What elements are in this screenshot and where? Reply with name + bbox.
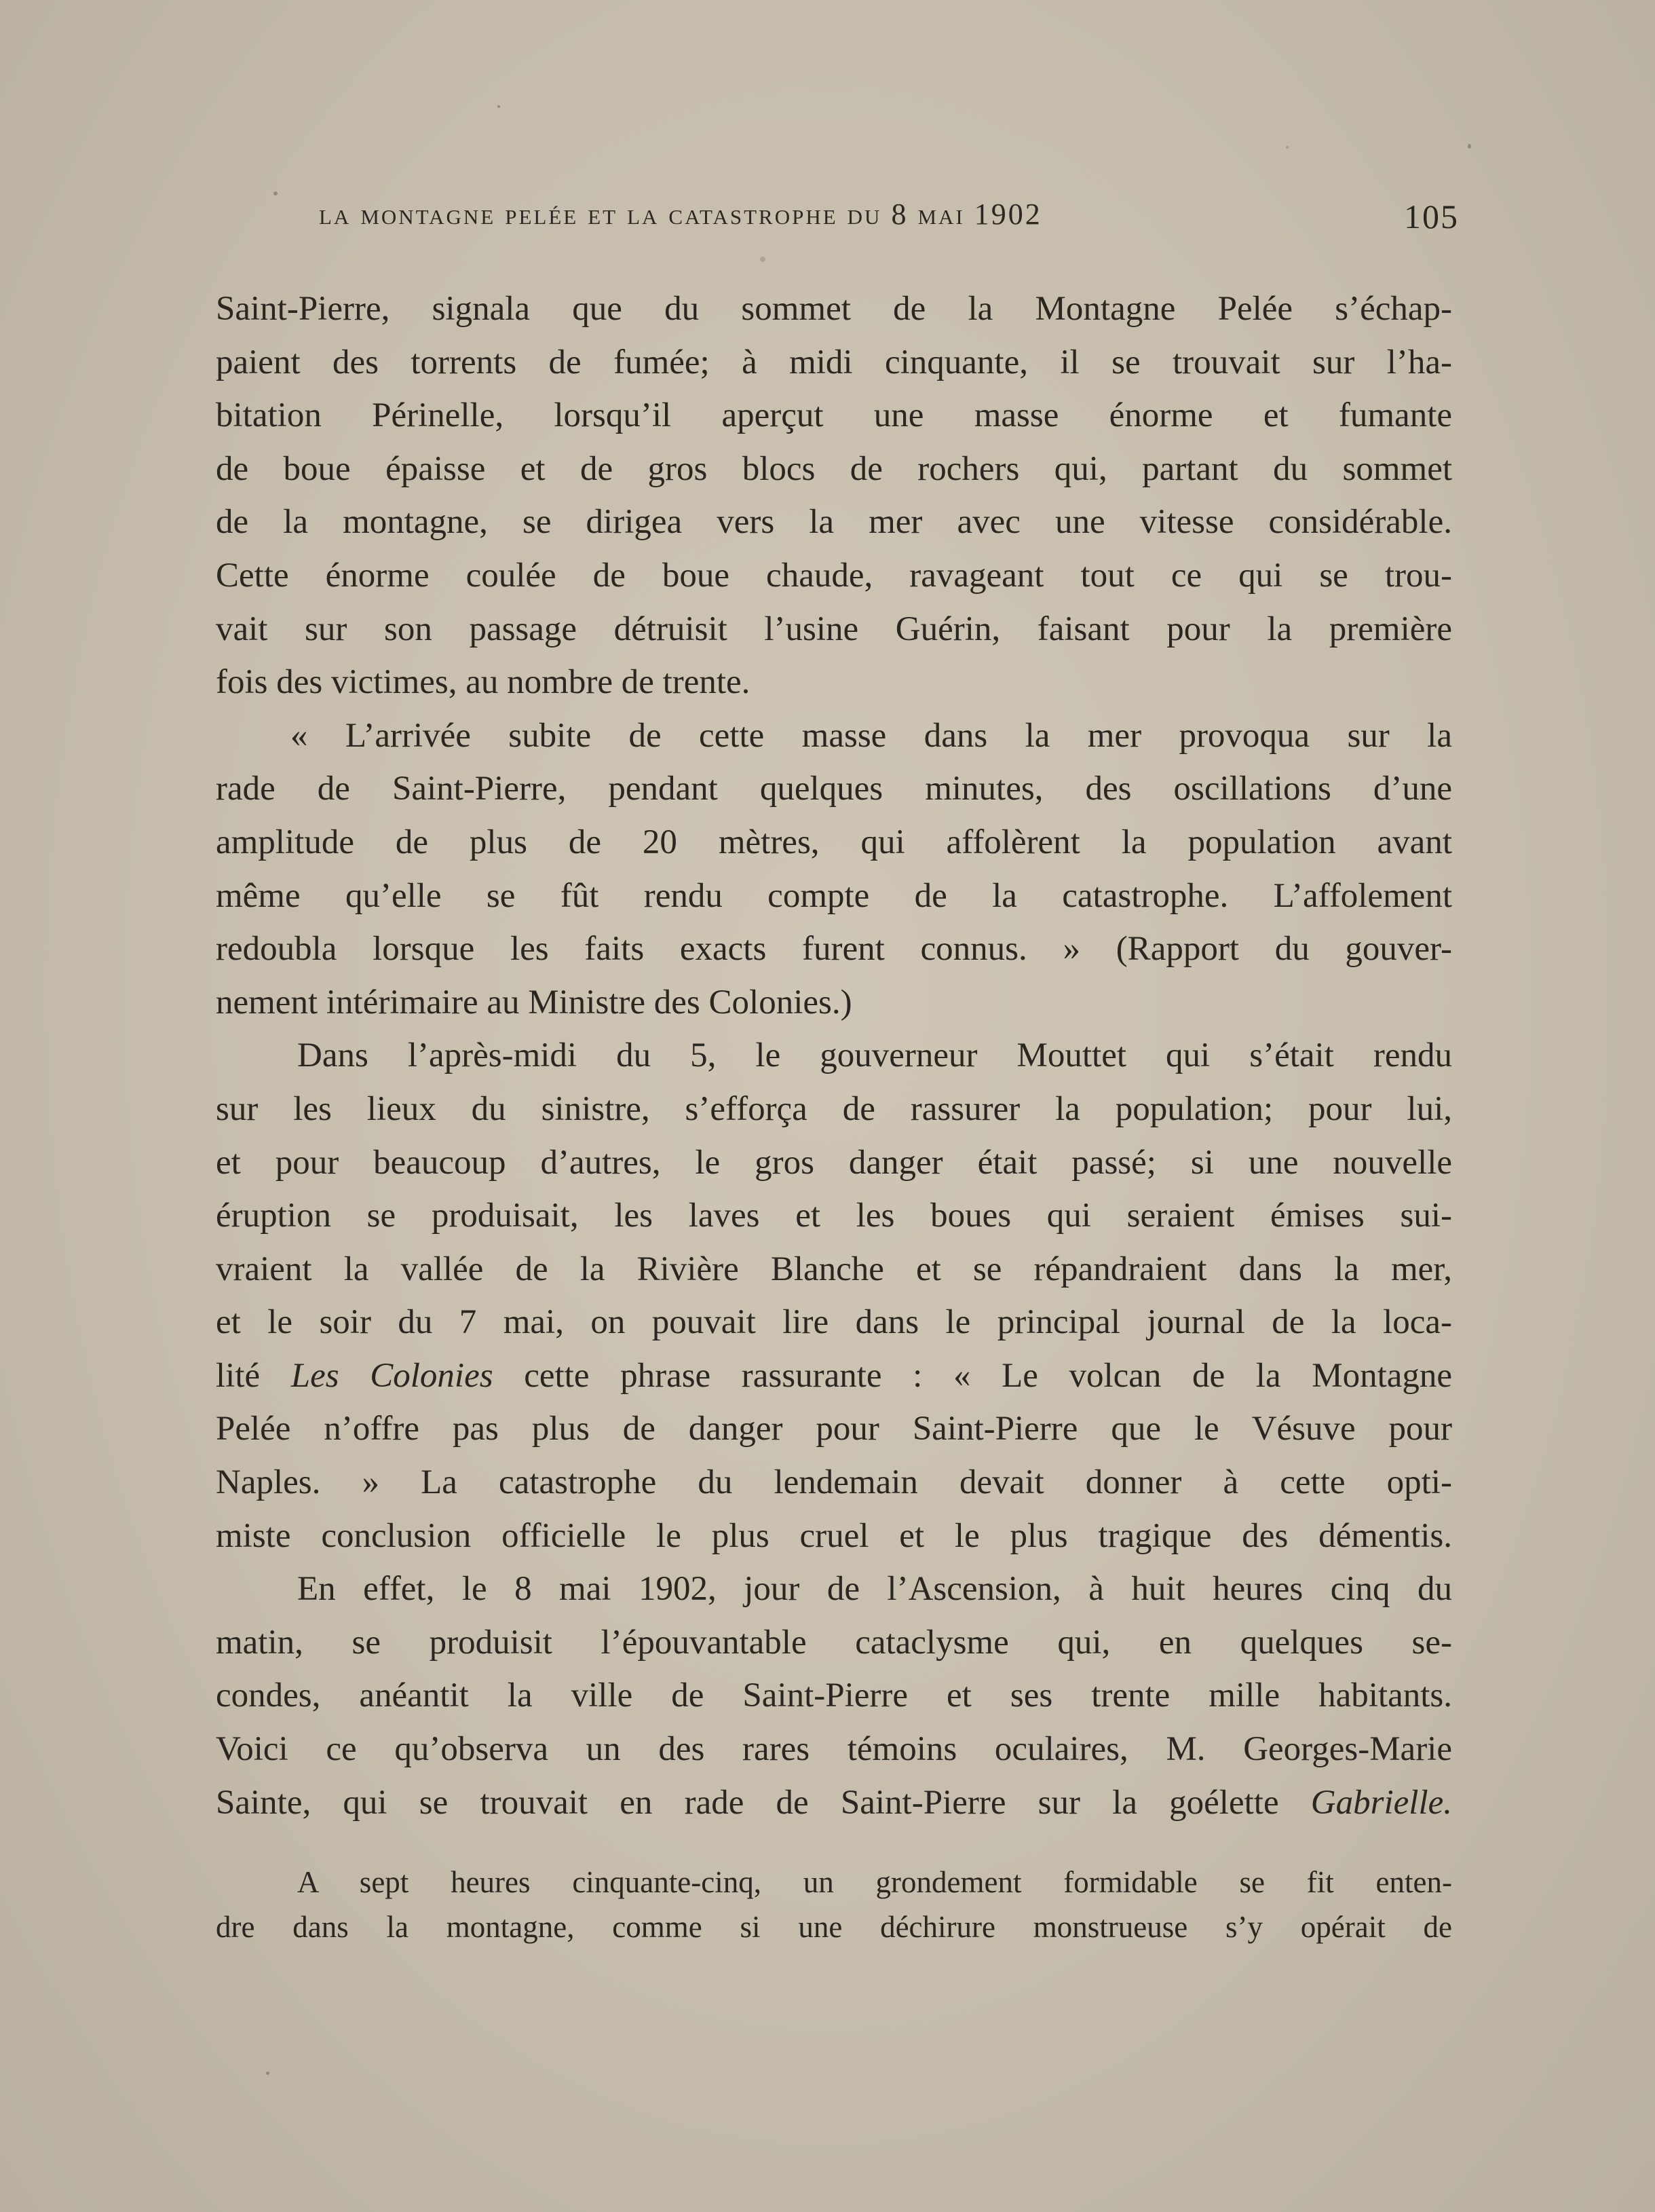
- journal-title: Les Colonies: [290, 1356, 493, 1395]
- text-line: [216, 1776, 1452, 1830]
- paper-speck: [1286, 146, 1289, 149]
- text-line: bitation Périnelle, lorsqu’il aperçut une masse énorme et fumante: [216, 396, 1452, 435]
- text-line: et le soir du 7 mai, on pouvait lire dans le principal journal de la loca-: [216, 1303, 1452, 1342]
- paper-speck: [266, 2072, 269, 2075]
- text-fragment: lité: [216, 1356, 261, 1395]
- text-line: « L’arrivée subite de cette masse dans la mer provoqua sur la: [290, 716, 1452, 755]
- paper-speck: [760, 257, 765, 262]
- text-line: amplitude de plus de 20 mètres, qui affolèrent la population avant: [216, 823, 1452, 861]
- text-line: Naples. » La catastrophe du lendemain devait donner à cette opti-: [216, 1463, 1452, 1502]
- text-line: Pelée n’offre pas plus de danger pour Saint-Pierre que le Vésuve pour: [216, 1410, 1452, 1448]
- text-line: éruption se produisait, les laves et les boues qui seraient émises sui-: [216, 1197, 1452, 1235]
- text-fragment: Sainte, qui se trouvait en rade de Saint-Pierre sur la goélette: [216, 1783, 1279, 1822]
- paper-speck: [1468, 144, 1471, 149]
- text-line: dre dans la montagne, comme si une déchirure monstrueuse s’y opérait de: [216, 1910, 1452, 1944]
- ship-name: Gabrielle.: [1310, 1783, 1453, 1822]
- text-fragment: cette phrase rassurante : « Le volcan de la Montagne: [524, 1356, 1453, 1395]
- text-line: Voici ce qu’observa un des rares témoins oculaires, M. Georges-Marie: [216, 1730, 1452, 1769]
- text-line: vait sur son passage détruisit l’usine Guérin, faisant pour la première: [216, 610, 1452, 648]
- text-line: redoubla lorsque les faits exacts furent connus. » (Rapport du gouver-: [216, 930, 1452, 969]
- text-line: Cette énorme coulée de boue chaude, ravageant tout ce qui se trou-: [216, 556, 1452, 595]
- text-line: nement intérimaire au Ministre des Colonies.): [216, 983, 852, 1021]
- running-head: [319, 197, 1459, 238]
- text-line: matin, se produisit l’épouvantable cataclysme qui, en quelques se-: [216, 1623, 1452, 1662]
- text-line: de boue épaisse et de gros blocs de rochers qui, partant du sommet: [216, 449, 1452, 488]
- page-number: 105: [1404, 198, 1459, 236]
- text-line: A sept heures cinquante-cinq, un grondement formidable se fit enten-: [297, 1865, 1452, 1899]
- text-line: rade de Saint-Pierre, pendant quelques minutes, des oscillations d’une: [216, 770, 1452, 808]
- text-line: sur les lieux du sinistre, s’efforça de rassurer la population; pour lui,: [216, 1089, 1452, 1128]
- running-head-title: la montagne pelée et la catastrophe du 8 mai 1902: [319, 198, 1042, 231]
- text-line: fois des victimes, au nombre de trente.: [216, 663, 750, 702]
- text-line: miste conclusion officielle le plus cruel et le plus tragique des démentis.: [216, 1516, 1452, 1555]
- text-line: En effet, le 8 mai 1902, jour de l’Ascension, à huit heures cinq du: [297, 1570, 1452, 1609]
- text-line: de la montagne, se dirigea vers la mer avec une vitesse considérable.: [216, 503, 1452, 542]
- text-line: même qu’elle se fût rendu compte de la catastrophe. L’affolement: [216, 876, 1452, 915]
- quoted-testimony: [216, 1860, 1452, 1949]
- paper-speck: [497, 105, 500, 108]
- text-line: Dans l’après-midi du 5, le gouverneur Mouttet qui s’était rendu: [297, 1036, 1452, 1075]
- text-line: [216, 1349, 1452, 1403]
- text-line: Saint-Pierre, signala que du sommet de la Montagne Pelée s’échap-: [216, 290, 1452, 328]
- text-line: paient des torrents de fumée; à midi cinquante, il se trouvait sur l’ha-: [216, 343, 1452, 381]
- body-text: [216, 282, 1452, 1829]
- paper-speck: [273, 191, 278, 195]
- text-line: condes, anéantit la ville de Saint-Pierre et ses trente mille habitants.: [216, 1676, 1452, 1715]
- text-line: et pour beaucoup d’autres, le gros danger était passé; si une nouvelle: [216, 1143, 1452, 1182]
- text-line: vraient la vallée de la Rivière Blanche et se répandraient dans la mer,: [216, 1250, 1452, 1288]
